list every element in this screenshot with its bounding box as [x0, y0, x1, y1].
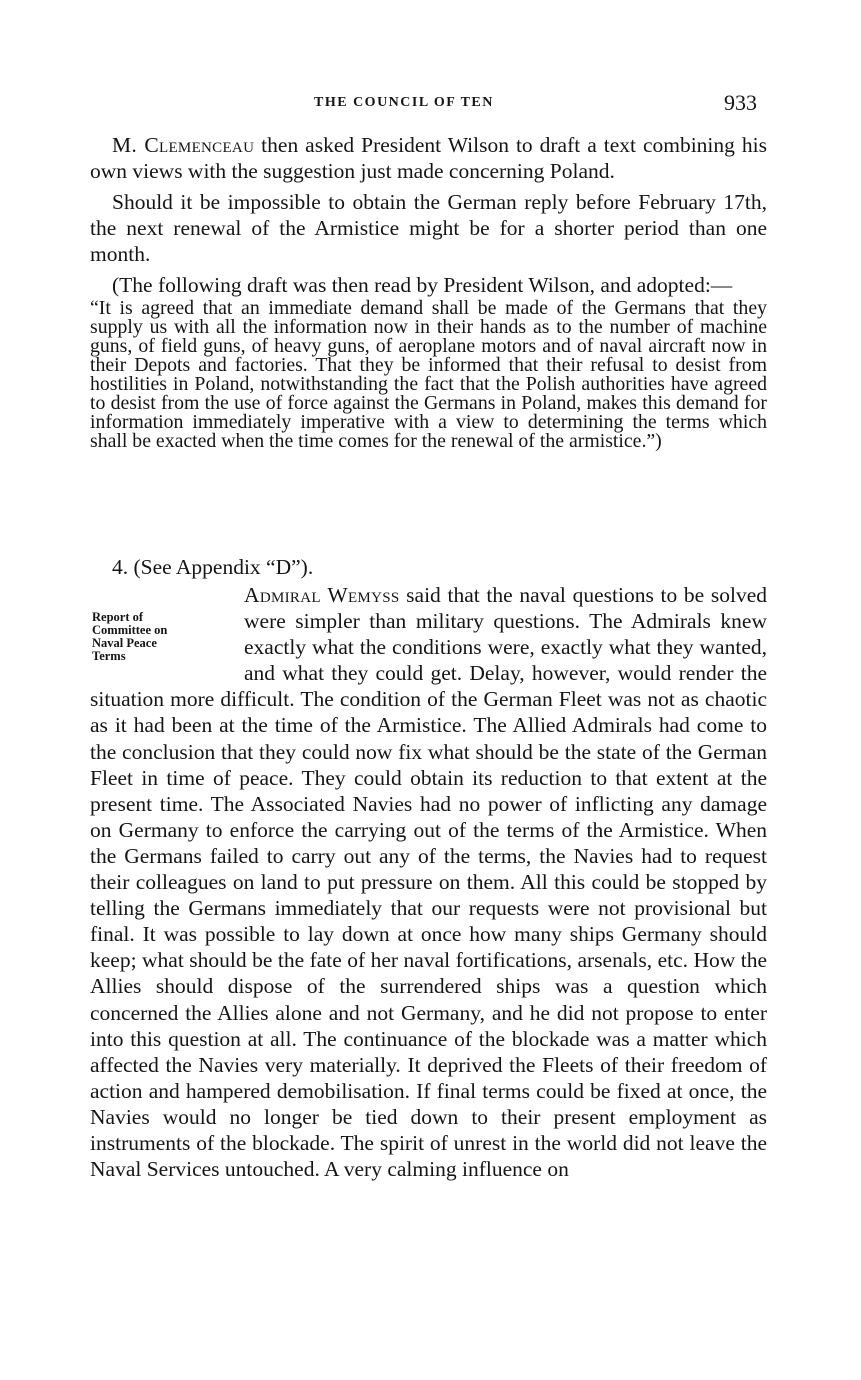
- paragraph-wemyss-block: [90, 582, 767, 1182]
- running-head: THE COUNCIL OF TEN: [314, 95, 494, 110]
- paragraph-text: then asked President Wilson to draft a text combining his own views with the suggestion just made concerning Poland.: [90, 133, 767, 184]
- speaker-name: M. Clemenceau: [112, 133, 255, 157]
- paragraph-draft-intro: (The following draft was then read by President Wilson, and adopted:—: [112, 273, 733, 298]
- margin-note-line: Naval Peace: [92, 636, 157, 650]
- paragraph-armistice-renewal: Should it be impossible to obtain the German reply before February 17th, the next renewal of the Armistice might be for a shorter period than one month.: [90, 190, 767, 267]
- margin-note-line: Report of: [92, 610, 144, 624]
- speaker-name: Admiral Wemyss: [244, 583, 400, 607]
- section-reference: 4. (See Appendix “D”).: [112, 555, 314, 579]
- margin-note-line: Terms: [92, 649, 126, 663]
- margin-note-space: [90, 582, 244, 686]
- quoted-draft: “It is agreed that an immediate demand shall be made of the Germans that they supply us with all the information now in their hands as to the number of machine guns, of field guns, of heavy guns, of aeroplane motors and of naval aircraft now in their Depots and factories. That they be informed that their refusal to desist from hostilities in Poland, notwithstanding the fact that the Polish authorities have agreed to desist from the use of force against the Germans in Poland, makes this demand for information immediately imperative with a view to determining the terms which shall be exacted when the time comes for the renewal of the armistice.”): [90, 296, 767, 453]
- margin-note-line: Committee on: [92, 623, 168, 637]
- paragraph-text: said that the naval questions to be solved were simpler than military questions. The Admirals knew exactly what the conditions were, exactly what they wanted, and what they could get. Delay, however, would render the situation more difficult. The condition of the German Fleet was not as chaotic as it had been at the time of the Armistice. The Allied Admirals had come to the conclusion that they could now fix what should be the state of the German Fleet in time of peace. They could obtain its reduction to that extent at the present time. The Associated Navies had no power of inflicting any damage on Germany to enforce the carrying out of the terms of the Armistice. When the Germans failed to carry out any of the terms, the Navies had to request their colleagues on land to put pressure on them. All this could be stopped by telling the Germans immediately that our requests were not provisional but final. It was possible to lay down at once how many ships Germany should keep; what should be the fate of her naval fortifications, arsenals, etc. How the Allies should dispose of the surrendered ships was a question which concerned the Allies alone and not Germany, and he did not propose to enter into this question at all. The continuance of the blockade was a matter which affected the Navies very materially. It deprived the Fleets of their freedom of action and hampered demobilisation. If final terms could be fixed at once, the Navies would no longer be tied down to their present employment as instruments of the blockade. The spirit of unrest in the world did not leave the Naval Services untouched. A very calming influence on: [90, 583, 767, 1182]
- body-text: [90, 132, 767, 451]
- page-number: 933: [724, 90, 757, 115]
- page-header: [0, 92, 861, 116]
- paragraph-clemenceau: [90, 132, 767, 184]
- section-reference-block: [90, 554, 767, 580]
